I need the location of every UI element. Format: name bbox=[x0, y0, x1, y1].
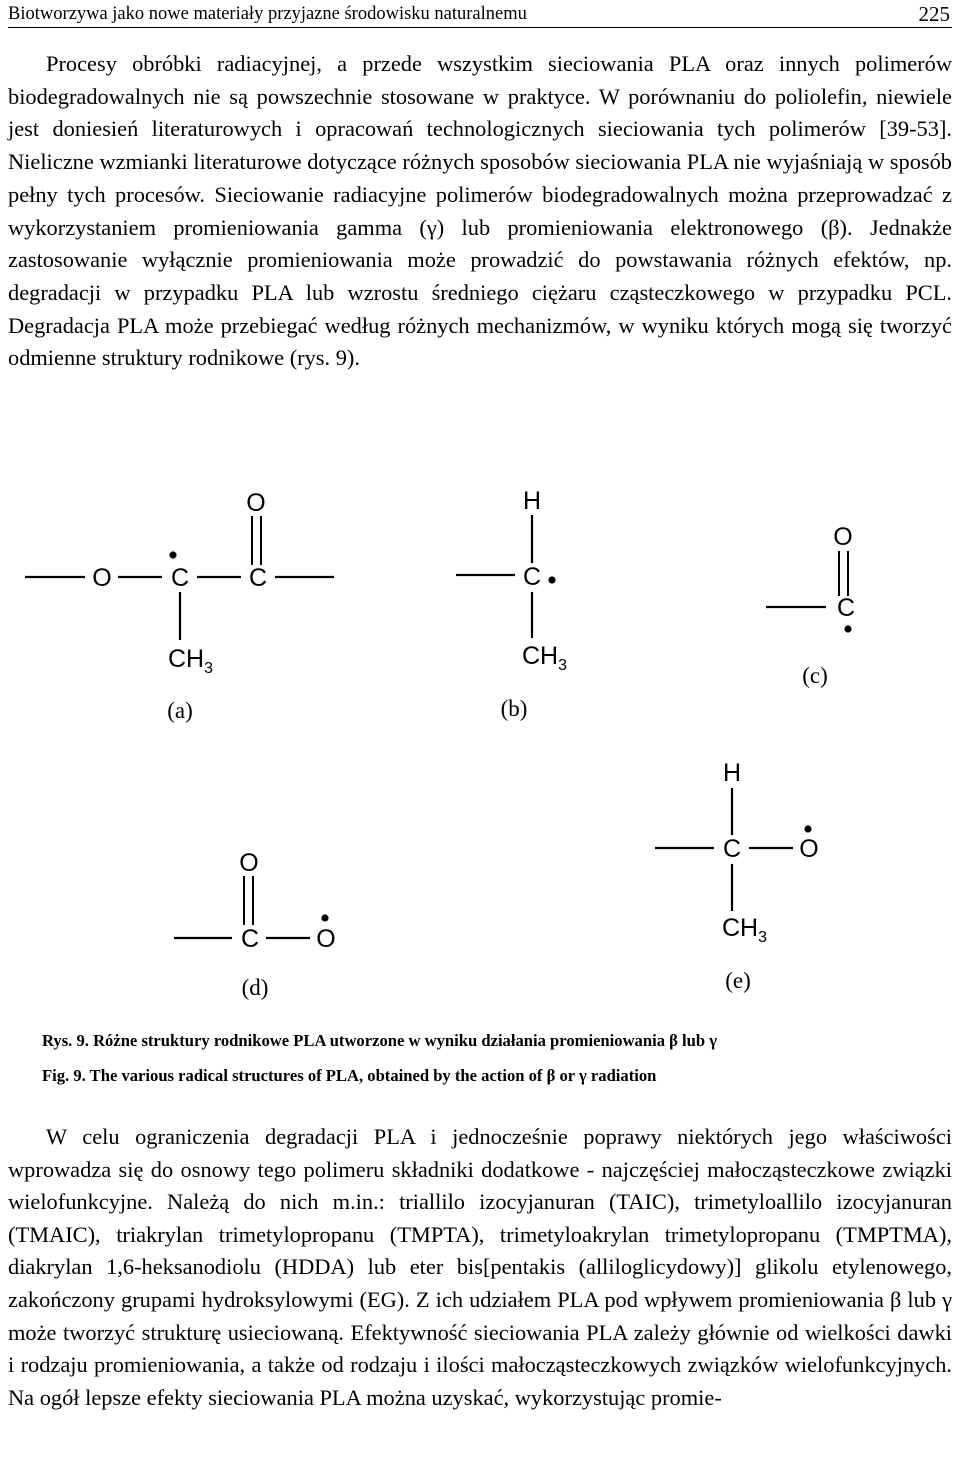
label-d: (d) bbox=[241, 975, 269, 1000]
caption-label: Rys. 9. bbox=[42, 1031, 89, 1050]
label-c: (c) bbox=[802, 663, 828, 688]
atom-o: O bbox=[316, 925, 336, 953]
figure-caption-en bbox=[42, 1066, 942, 1086]
methyl-group bbox=[522, 642, 567, 674]
atom-h: H bbox=[522, 487, 542, 515]
methyl-group bbox=[168, 645, 213, 677]
label-a: (a) bbox=[167, 698, 193, 723]
label-b: (b) bbox=[500, 696, 528, 721]
atom-c: C bbox=[170, 564, 190, 592]
running-title: Biotworzywa jako nowe materiały przyjazne środowisku naturalnemu bbox=[8, 4, 527, 24]
body-paragraph-2: W celu ograniczenia degradacji PLA i jednocześnie poprawy niektórych jego właściwości wprowadza się do osnowy tego polimeru składniki dodatkowe - najczęściej małocząsteczkowe związki wielofunkcyjne. Należą do nich m.in.: triallilo izocyjanuran (TAIC), trimetyloallilo izocyjanuran (TMAIC), triakrylan trimetylopropanu (TMPTA), trimetyloakrylan trimetylopropanu (TMPTMA), diakrylan 1,6-heksanodiolu (HDDA) lub eter bis[pentakis (alliloglicydowy)] glikolu etylenowego, zakończony grupami hydroksylowymi (EG). Z ich udziałem PLA pod wpływem promieniowania β lub γ może tworzyć strukturę usieciowaną. Efektywność sieciowania PLA zależy głównie od wielkości dawki i rodzaju promieniowania, a także od rodzaju i ilości małocząsteczkowych związków wielofunkcyjnych. Na ogół lepsze efekty sieciowania PLA można uzyskać, wykorzystując promie- bbox=[8, 1124, 952, 1410]
structure-e bbox=[655, 759, 819, 993]
body-paragraph-1: Procesy obróbki radiacyjnej, a przede wszystkim sieciowania PLA oraz innych polimerów biodegradowalnych nie są powszechnie stosowane w praktyce. W porównaniu do poliolefin, niewiele jest doniesień literaturowych i opracowań technologicznych sieciowania tych polimerów [39-53]. Nieliczne wzmianki literaturowe dotyczące różnych sposobów sieciowania PLA nie wyjaśniają w sposób pełny tych procesów. Sieciowanie radiacyjne polimerów biodegradowalnych można przeprowadzać z wykorzystaniem promieniowania gamma (γ) lub promieniowania elektronowego (β). Jednakże zastosowanie wyłącznie promieniowania może prowadzić do powstawania różnych efektów, np. degradacji w przypadku PLA lub wzrostu średniego ciężaru cząsteczkowego w przypadku PCL. Degradacja PLA może przebiegać według różnych mechanizmów, w wyniku których mogą się tworzyć odmienne struktury rodnikowe (rys. 9). bbox=[8, 51, 952, 371]
structure-a bbox=[25, 489, 334, 723]
structure-d bbox=[174, 849, 336, 1000]
page-number: 225 bbox=[918, 2, 950, 26]
atom-c: C bbox=[248, 564, 268, 592]
structure-c bbox=[766, 523, 855, 688]
atom-ch: CH bbox=[168, 645, 205, 673]
atom-ch: CH bbox=[722, 914, 759, 942]
atom-o: O bbox=[799, 835, 819, 863]
atom-c: C bbox=[522, 563, 542, 591]
caption-text: The various radical structures of PLA, obtained by the action of β or γ radiation bbox=[89, 1066, 657, 1085]
caption-text: Różne struktury rodnikowe PLA utworzone w wyniku działania promieniowania β lub γ bbox=[93, 1031, 718, 1050]
running-header bbox=[8, 0, 952, 28]
atom-o: O bbox=[246, 489, 266, 517]
figure-caption-pl bbox=[42, 1031, 942, 1051]
atom-o: O bbox=[239, 849, 259, 877]
atom-ch: CH bbox=[522, 642, 559, 670]
atom-o: O bbox=[92, 564, 112, 592]
atom-o: O bbox=[833, 523, 853, 551]
atom-c: C bbox=[836, 594, 856, 622]
figure-radical-structures bbox=[0, 470, 960, 1010]
radical-dot bbox=[804, 825, 811, 832]
subscript-3: 3 bbox=[758, 929, 768, 946]
radical-dot bbox=[844, 625, 851, 632]
atom-c: C bbox=[722, 835, 742, 863]
radical-dot bbox=[321, 914, 328, 921]
structure-b bbox=[456, 487, 567, 721]
subscript-3: 3 bbox=[204, 660, 214, 677]
radical-dot bbox=[548, 576, 555, 583]
atom-h: H bbox=[722, 759, 742, 787]
atom-c: C bbox=[240, 925, 260, 953]
radical-dot bbox=[169, 551, 176, 558]
caption-label: Fig. 9. bbox=[42, 1066, 86, 1085]
subscript-3: 3 bbox=[558, 657, 568, 674]
methyl-group bbox=[722, 914, 767, 946]
label-e: (e) bbox=[725, 968, 751, 993]
